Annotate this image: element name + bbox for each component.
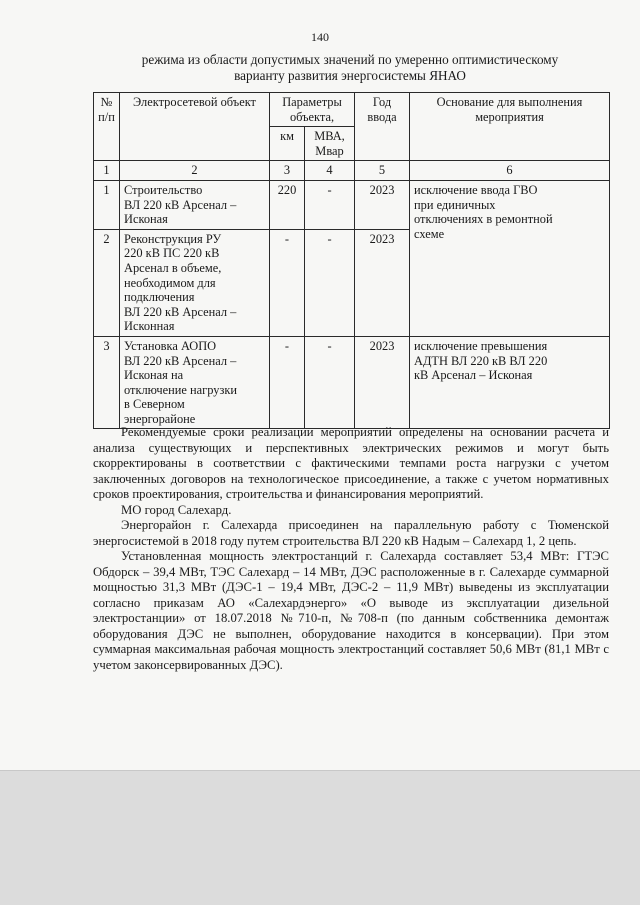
- table-row: [94, 336, 610, 429]
- header-km: км: [270, 127, 305, 161]
- basis-line: отключениях в ремонтной: [414, 212, 553, 227]
- object-line: Исконая на: [124, 368, 184, 383]
- row-year: 2023: [355, 180, 410, 229]
- object-line: ВЛ 220 кВ Арсенал –: [124, 353, 237, 368]
- row-km: -: [270, 229, 305, 336]
- object-line: энергорайоне: [124, 411, 196, 426]
- row-mva: -: [305, 229, 355, 336]
- col-number: 3: [270, 161, 305, 181]
- object-line: ВЛ 220 кВ Арсенал –: [124, 197, 237, 212]
- row-year: 2023: [355, 336, 410, 429]
- header-num: № п/п: [94, 93, 120, 161]
- object-line: Исконая: [124, 212, 168, 227]
- row-num: 1: [94, 180, 120, 229]
- header-basis: Основание для выполнения мероприятия: [410, 93, 610, 161]
- basis-line: исключение превышения: [414, 338, 548, 353]
- basis-line: при единичных: [414, 197, 496, 212]
- object-line: 220 кВ ПС 220 кВ: [124, 246, 220, 261]
- header-object: Электросетевой объект: [120, 93, 270, 161]
- object-line: ВЛ 220 кВ Арсенал –: [124, 304, 237, 319]
- row-km: -: [270, 336, 305, 429]
- paragraph: МО город Салехард.: [121, 502, 232, 517]
- object-line: Исконная: [124, 319, 175, 334]
- col-number: 6: [410, 161, 610, 181]
- header-params: Параметры объекта,: [270, 93, 355, 127]
- row-num: 3: [94, 336, 120, 429]
- row-num: 2: [94, 229, 120, 336]
- object-line: необходимом для: [124, 275, 216, 290]
- row-object: [120, 229, 270, 336]
- object-line: в Северном: [124, 397, 185, 412]
- body-text: [93, 425, 609, 673]
- section-heading: [90, 52, 610, 84]
- row-object: [120, 180, 270, 229]
- row-mva: -: [305, 336, 355, 429]
- measures-table: [93, 92, 610, 429]
- row-object: [120, 336, 270, 429]
- basis-line: кВ Арсенал – Исконая: [414, 368, 533, 383]
- basis-line: схеме: [414, 226, 445, 241]
- object-line: Реконструкция РУ: [124, 231, 222, 246]
- basis-line: АДТН ВЛ 220 кВ ВЛ 220: [414, 353, 548, 368]
- table-header-row: [94, 93, 610, 127]
- heading-line-1: режима из области допустимых значений по умеренно оптимистическому: [141, 52, 559, 67]
- object-line: подключения: [124, 290, 195, 305]
- object-line: отключение нагрузки: [124, 382, 238, 397]
- heading-line-2: варианту развития энергосистемы ЯНАО: [234, 68, 466, 83]
- object-line: Арсенал в объеме,: [124, 260, 222, 275]
- paragraph: Энергорайон г. Салехарда присоединен на параллельную работу с Тюменской энергосистемой в 2018 году путем строительства ВЛ 220 кВ Надым – Салехард 1, 2 цепь.: [93, 518, 609, 548]
- row-basis: [410, 180, 610, 336]
- header-mva: МВА, Мвар: [305, 127, 355, 161]
- header-year: Год ввода: [355, 93, 410, 161]
- column-number-row: [94, 161, 610, 181]
- paragraph: Установленная мощность электростанций г. Салехарда составляет 53,4 МВт: ГТЭС Обдорск – 39,4 МВт, ТЭС Салехард – 14 МВт, ДЭС расположенные в г. Салехарде суммарной мощностью 31,3 МВт (ДЭС-1 – 19,4 МВт, ДЭС-2 – 11,9 МВт) выведены из эксплуатации согласно приказам АО «Салехардэнерго» «О выводе из эксплуатации дизельной электростанции» от 18.07.2018 №710-п, №708-п (по данным собственника демонтаж оборудования ДЭС не выполнен, оборудование находится в консервации). При этом суммарная максимальная рабочая мощность электростанций составляет 50,6 МВт (81,1 МВт с учетом законсервированных ДЭС).: [93, 549, 609, 672]
- paragraph: Рекомендуемые сроки реализации мероприятий определены на основании расчета и анализа существующих и перспективных электрических режимов и могут быть скорректированы в соответствии с фактическими темпами роста нагрузки с учетом заключенных договоров на технологическое присоединение, а также с учетом нормативных сроков проектирования, строительства и финансирования мероприятий.: [93, 425, 609, 501]
- row-basis: [410, 336, 610, 429]
- page-number: 140: [311, 30, 329, 44]
- object-line: Строительство: [124, 182, 203, 197]
- row-year: 2023: [355, 229, 410, 336]
- table-row: [94, 180, 610, 229]
- col-number: 2: [120, 161, 270, 181]
- basis-line: исключение ввода ГВО: [414, 182, 538, 197]
- col-number: 1: [94, 161, 120, 181]
- row-mva: -: [305, 180, 355, 229]
- object-line: Установка АОПО: [124, 338, 217, 353]
- col-number: 5: [355, 161, 410, 181]
- row-km: 220: [270, 180, 305, 229]
- col-number: 4: [305, 161, 355, 181]
